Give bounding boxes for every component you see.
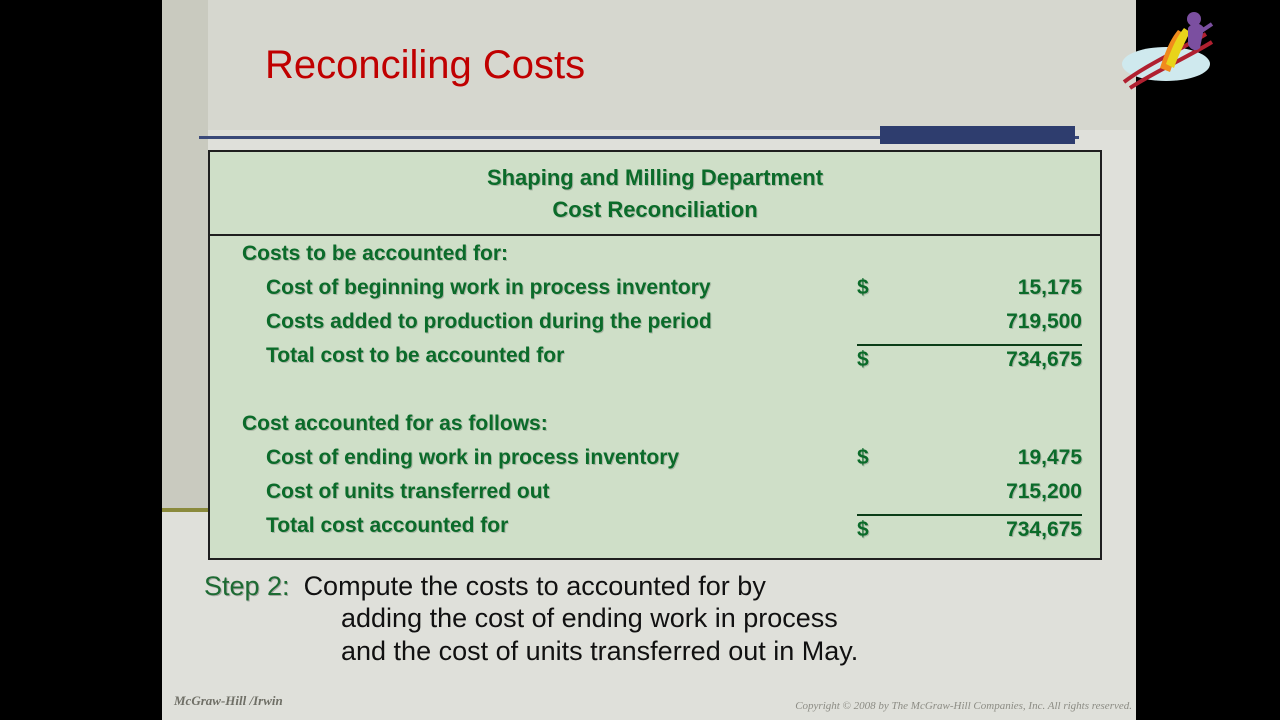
step-text-3: and the cost of units transferred out in May. — [341, 635, 859, 666]
skier-logo-icon — [1108, 6, 1218, 98]
step-line-1 — [204, 570, 1104, 602]
table-row-spacer — [210, 378, 1100, 412]
row-currency: $ — [857, 445, 869, 469]
row-amount-group-total — [857, 344, 1082, 372]
step-instruction — [204, 570, 1104, 667]
table-row — [210, 514, 1100, 548]
page-title: Reconciling Costs — [265, 43, 586, 87]
footer-publisher: McGraw-Hill /Irwin — [174, 693, 283, 708]
row-amount-group-total — [857, 514, 1082, 542]
footer-copyright: Copyright © 2008 by The McGraw-Hill Companies, Inc. All rights reserved. — [795, 700, 1132, 712]
table-row — [210, 480, 1100, 514]
table-row — [210, 446, 1100, 480]
row-label: Cost of ending work in process inventory — [266, 445, 680, 469]
step-label: Step 2: — [204, 571, 290, 601]
step-text-1: Compute the costs to accounted for by — [303, 571, 766, 601]
row-label: Costs to be accounted for: — [242, 241, 509, 265]
row-amount-group — [857, 446, 1082, 470]
table-header-line2: Cost Reconciliation — [552, 196, 758, 222]
table-header-line1: Shaping and Milling Department — [486, 165, 824, 190]
row-currency: $ — [857, 347, 869, 371]
table-row — [210, 242, 1100, 276]
table-row — [210, 344, 1100, 378]
row-amount-group — [857, 310, 1082, 334]
table-header — [210, 152, 1100, 236]
background-left-band-lower — [162, 510, 208, 720]
table-row — [210, 310, 1100, 344]
row-amount: 734,675 — [1006, 517, 1082, 541]
row-amount: 15,175 — [1017, 275, 1082, 299]
row-amount-group — [857, 480, 1082, 504]
step-text-2: adding the cost of ending work in process — [341, 603, 838, 634]
row-amount: 19,475 — [1017, 445, 1082, 469]
accent-bar — [880, 126, 1075, 144]
row-label: Total cost to be accounted for — [266, 343, 565, 367]
row-label: Costs added to production during the period — [266, 309, 712, 333]
row-amount-group — [857, 276, 1082, 300]
cost-reconciliation-table — [208, 150, 1102, 560]
table-rows — [210, 236, 1100, 548]
row-amount: 719,500 — [1006, 309, 1082, 333]
row-label: Total cost accounted for — [266, 513, 509, 537]
row-currency: $ — [857, 275, 869, 299]
table-row — [210, 276, 1100, 310]
row-amount: 734,675 — [1006, 347, 1082, 371]
row-label: Cost of units transferred out — [266, 479, 550, 503]
table-row — [210, 412, 1100, 446]
row-amount: 715,200 — [1006, 479, 1082, 503]
background-gold-divider — [162, 508, 208, 512]
row-label: Cost of beginning work in process inventory — [266, 275, 711, 299]
row-currency: $ — [857, 517, 869, 541]
row-label: Cost accounted for as follows: — [242, 411, 548, 435]
